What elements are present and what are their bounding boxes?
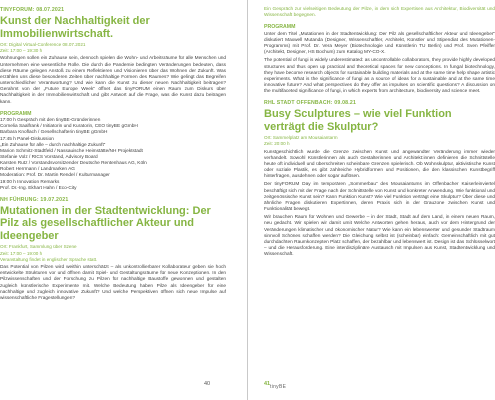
program-item: Stefanie Volz / RICS Vorstand, Advisory Board [0,155,98,160]
program-heading: PROGRAMM [264,24,296,31]
page-number: 41 [264,381,271,387]
page-number: 40 [204,381,211,387]
event-venue: Ort: Sammelplatz am Mousaiantarm [264,135,338,141]
event-headline: Busy Sculptures – wie viel Funktion verträgt die Skulptur? [264,108,452,133]
event-time: Zeit: 20:00 h [264,141,290,147]
right-column [264,7,495,258]
event-headline: Mutationen in der Stadtentwicklung: Der Pilz als gesellschaftlicher Akteur und Ideengeber [0,204,211,242]
left-column [0,7,226,302]
program-item: 19:00 h Innovation Remarks [0,179,60,185]
event-body: Das Potential von Pilzen wird weithin unterschätzt – als unkontrollierbarer Kollaborateur geben sie hoch entwickelte Strukturen vor und öffnen damit Spiel- und Gestaltungsräume für neue Konzeptionen. In den Pilzwissenschaften und der Forschung zu Pilzen für nachhaltige Baustoffe gewonnen und gestalten zugleich künstlerische Experimente mit. Welche Bedeutung haben Pilze als Ideengeber für eine nachhaltige und zugleich innovative Zukunft? Und welche Perspektiven öffnen sich neue Impulse auf wissenschaftliche Fragestellungen? [0,265,226,301]
english-body: The potential of fungi is widely underestimated: as uncontrollable collaborators, they provide highly developed structures and thus open up practical and theoretical spaces for new conceptions. In fungal biotechnology, they have become research objects for sustainable building materials and at the same time help shape artistic experiments. What is the significance of fungi as a source of ideas for a sustainable and at the same time innovative future? And what perspectives do they offer as impulses on scientific questions? A discussion on the multifaceted significance of fungi, in which experts from architecture, biodiversity and science meet. [264,58,495,95]
program-item: „Ein Zuhause für alle – durch nachhaltige Zukunft“ [0,142,106,148]
program-item: Marion Schmitz-Stadtfeld / Nassauische Heimstätte/NH Projektstadt [0,148,143,154]
event-kicker: TINYFORUM: 08.07.2021 [0,7,65,13]
event-venue: Ort: Frankfurt, Sammlung über Szene [0,244,77,250]
program-heading: PROGRAMM [0,110,32,117]
program-item: 17:00 h Gespräch mit den tinyBE-Gründerinnen [0,118,101,124]
event-venue: Ort: Digital Virtual-Conference 08.07.2021 [0,42,86,47]
event-time: Zeit: 17:00 – 19:30 h [0,48,43,54]
event-body: Kunstgeschichtlich wurde die Grenze zwischen Kunst und angewandter Veränderung immer wieder verhandelt. Sowohl Künstlerinnen als auch Gestalterinnen und Architekt:innen definieren die Schnittstelle heute oft individuell und überschreiten scheinbare Grenzen spielerisch. Ob Wohnskulptur, aktivistische Kunst oder soziale Plastik, es gibt zahlreiche Hybridformen und Positionen, die den klassischen Kunstbegriff hinterfragen, ausdehnen oder sogar auflösen. [264,149,495,180]
event-body-2: Der tinyFORUM Day im temporären „Sommerbau“ des Mousaiantums im Offenbacher Kaiserleinviertel beschäftigt sich mit der Frage nach der Schnittstelle von Kunst und konkreter Anwendung. Wie funktional und zeitgenössische Kunst sein? Kann Funktion Kunst? Wie viel Funktion verträgt eine Skulptur? Über diese und ähnliche Fragen diskutieren Expertinnen, deren Praxis sich in der Grauzone zwischen Kunst und Funktionalität bewegt. [264,182,495,213]
event-language-note: Veranstaltung findet in englischer Sprache statt. [0,256,98,262]
program-item: Karsten Rutz / Vorstandsvorsitzender Deutsche Rentenhaus AG, Köln [0,161,147,167]
event-kicker: NH FÜHRUNG: 19.07.2021 [0,196,69,203]
left-page [0,0,247,400]
program-item: Barbara Knoflach / Gesellschafterin tinyBE gGmbH [0,130,108,136]
program-list [0,118,226,192]
program-item: Robert Herrmann / Landmarken AG [0,167,75,173]
event-body: Wohnungen sollen ein Zuhause sein, dennoch spielen die Wohn- und Arbeitsräume für alle Menschen und Unternehmen eine wesentliche Rolle. Die durch die Pandemie bedingten Veränderungen bedeuten, dass diese Räume gelegen Anstoß zu einem Reflektieren und Visionieren über das Wohnen der Zukunft. Was erzählen uns diese besonderen Zeiten über nachhaltige Formen des Raumes? Wie gelingt das Begreifen unterschiedlicher Verantwortung? Und wie kann die Kunst zu dieser neuen Nachhaltigkeit beitragen? Gerahmt von der „Future Europe Week“ öffnet das tinyFORUM einen Raum zum Diskurs über Nachhaltigkeit in der Immobilienwirtschaft und gibt Antwort auf die Frage, was die Kunst dazu beitragen kann. [0,56,226,105]
event-time: Zeit: 17:00 – 19:00 h [0,250,43,256]
event-body-3: Wir brauchen Raum für Wohnen und Gewerbe – in der Stadt, Stadt auf dem Land, in einem neuen Raum, neu gedacht. Wir spielen wir damit umit Welche Antworten gehen heraus, auch vor dem Hintergrund der Veränderungen klimatischer und ökonomischer Natur? Wie kann ein lebenswerter und gesunder Stadtraum sinnvoll Schönes schaffen werden? Die Gleichung selbst ist (scheinbar) einfach: Gemeinschaftlich mit gut durchdachten Raumkonzepten Platz schaffen, der bezahlbar und lebenswert ist. Design ist das Schlüsselwort – und die Herausforderung. Eine interdisziplinäre Austausch mit Impulsen aus Kunst, Stadtentwicklung und Wissenschaft. [264,215,495,258]
program-item: Prof. Dr.-Ing. Ekhart Hahn / Eco-City [0,185,77,191]
event-kicker: RHL STADT OFFENBACH: 09.08.21 [264,100,357,107]
right-page [248,0,495,400]
intro-text: Ein Gespräch zur vielseitigen Bedeutung der Pilze, in dem sich Expertisen aus Architektur, Biodiversität und Wissenschaft begegnen. [264,7,495,19]
program-item: Cornelia Saalfrank / Initiatorin und Kuratorin, CEO tinyBE gGmbH [0,124,138,130]
program-text: Unter dem Titel „Mutationen in der Stadtentwicklung: Der Pilz als gesellschaftlicher Akteur und Ideengeber“ diskutiert Maxwell Mutanda (Designer, Wissenschaftler, Architekt, Künstler und Stipendiat des Mutationen-Programms) mit Prof. Dr. Vera Meyer (Biotechnologie und Künstlerin TU Berlin) und Prof. Sven Pfeiffer (Architekt, Designer, HS Bochum) zum Katalog MY-CO-X. [264,31,495,56]
event-headline: Kunst der Nachhaltigkeit der Immobilienwirtschaft. [0,15,150,40]
program-item: Moderation: Prof. Dr. Martin Rendel / Kulturmanager [0,173,110,179]
program-item: 17:45 h Panel-Diskussion [0,136,54,142]
brand-logo: tinyBE [270,384,287,390]
